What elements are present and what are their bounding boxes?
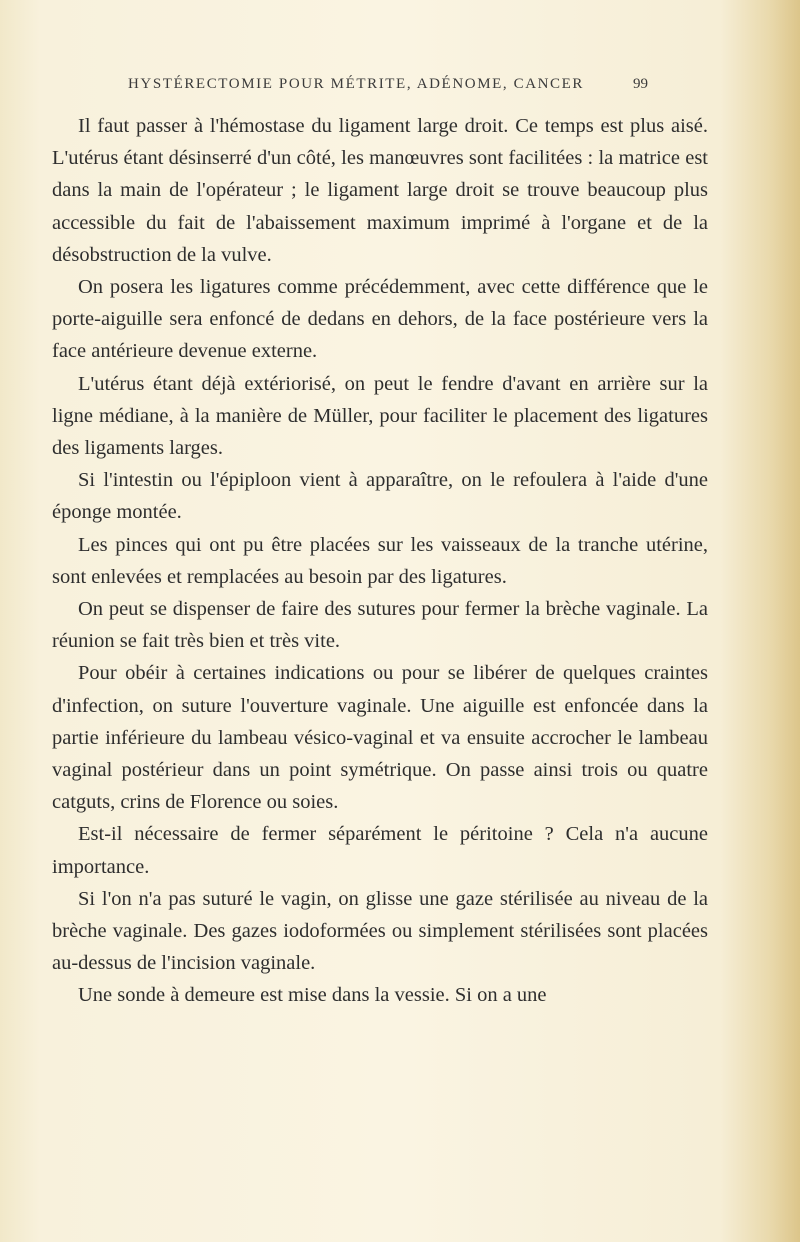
running-head: HYSTÉRECTOMIE POUR MÉTRITE, ADÉNOME, CANCER — [128, 76, 585, 92]
paragraph-uterus-fendre: L'utérus étant déjà extériorisé, on peut le fendre d'avant en arrière sur la ligne médiane, à la manière de Müller, pour faciliter le placement des ligatures des ligaments larges. — [52, 372, 708, 460]
page-header — [128, 72, 648, 102]
page-number: 99 — [633, 76, 648, 92]
paragraph-ligatures: On posera les ligatures comme précédemment, avec cette différence que le porte-aiguille sera enfoncé de dedans en dehors, de la face postérieure vers la face antérieure devenue externe. — [52, 276, 708, 363]
paragraph-hemostase: Il faut passer à l'hémostase du ligament large droit. Ce temps est plus aisé. L'utérus étant désinserré d'un côté, les manœuvres sont facilitées : la matrice est dans la main de l'opérateur ; le ligament large droit se trouve beaucoup plus accessible du fait de l'abaissement maximum imprimé à l'organe et de la désobstruction de la vulve. — [52, 115, 708, 266]
paragraph-sonde: Une sonde à demeure est mise dans la vessie. Si on a une — [78, 984, 547, 1007]
paragraph-intestin: Si l'intestin ou l'épiploon vient à apparaître, on le refoulera à l'aide d'une éponge montée. — [52, 469, 708, 524]
paragraph-suture-vaginale: Pour obéir à certaines indications ou pour se libérer de quelques craintes d'infection, on suture l'ouverture vaginale. Une aiguille est enfoncée dans la partie inférieure du lambeau vésico-vaginal et va ensuite accrocher le lambeau vaginal postérieur dans un point symétrique. On passe ainsi trois ou quatre catguts, crins de Florence ou soies. — [52, 662, 708, 814]
body-text — [52, 110, 708, 1012]
paragraph-gaze: Si l'on n'a pas suturé le vagin, on glisse une gaze stérilisée au niveau de la brèche vaginale. Des gazes iodoformées ou simplement stérilisées sont placées au-dessus de l'incision vaginale. — [52, 887, 708, 975]
paragraph-pinces: Les pinces qui ont pu être placées sur les vaisseaux de la tranche utérine, sont enlevées et remplacées au besoin par des ligatures. — [52, 533, 708, 588]
paragraph-breche-vaginale: On peut se dispenser de faire des sutures pour fermer la brèche vaginale. La réunion se fait très bien et très vite. — [52, 598, 708, 653]
paragraph-peritoine: Est-il nécessaire de fermer séparément le péritoine ? Cela n'a aucune importance. — [52, 823, 708, 878]
